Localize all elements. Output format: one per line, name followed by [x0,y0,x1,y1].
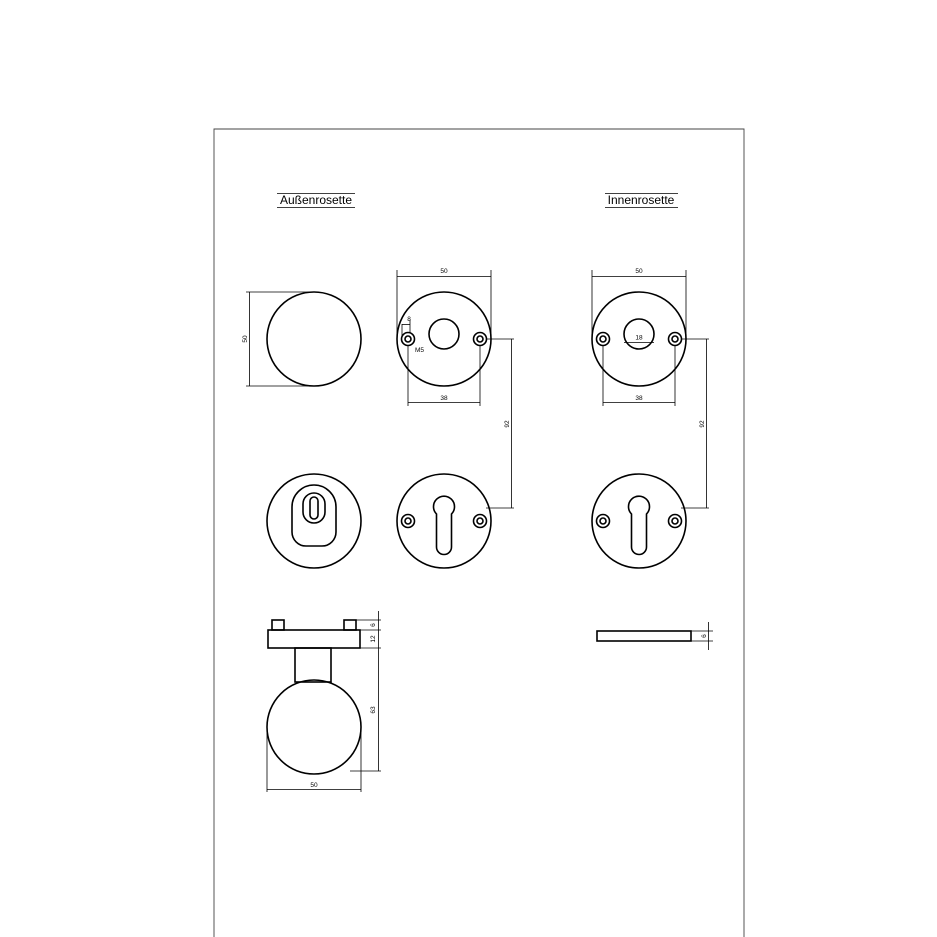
dim-inner-screw-spacing: 38 [635,395,643,402]
dim-outer-screw-spacing: 38 [440,395,448,402]
dim-inner-hole: 18 [635,334,643,342]
inner-rosette-title: Innenrosette [607,193,675,207]
dim-outer-width: 50 [440,268,448,275]
dim-knob-plate-height: 12 [370,635,377,643]
dim-outer-thread: M5 [415,347,425,354]
inner-rosette-top-view [592,268,709,508]
sheet-border [214,129,744,937]
outer-cylinder-rosette-view [397,474,491,568]
dim-inner-plate-thickness: 6 [701,634,708,638]
outer-rosette-title: Außenrosette [279,193,353,207]
outer-knob-rosette-view [242,292,361,386]
dim-inner-width: 50 [635,268,643,275]
dim-knob-height: 63 [370,706,377,714]
dim-outer-knob-height: 50 [242,335,249,343]
outer-knob-side-view [267,611,381,792]
outer-cylinder-cover-view [267,474,361,568]
inner-plate-side-view [597,622,713,650]
dim-knob-plate-thickness: 6 [370,623,377,627]
dim-knob-width: 50 [310,782,318,789]
dim-outer-vertical-spacing: 92 [504,420,511,428]
dim-inner-vertical-spacing: 92 [699,420,706,428]
outer-rosette-top-view [397,268,514,508]
inner-cylinder-rosette-view [592,474,686,568]
dim-outer-screw-offset: 8 [407,316,411,323]
